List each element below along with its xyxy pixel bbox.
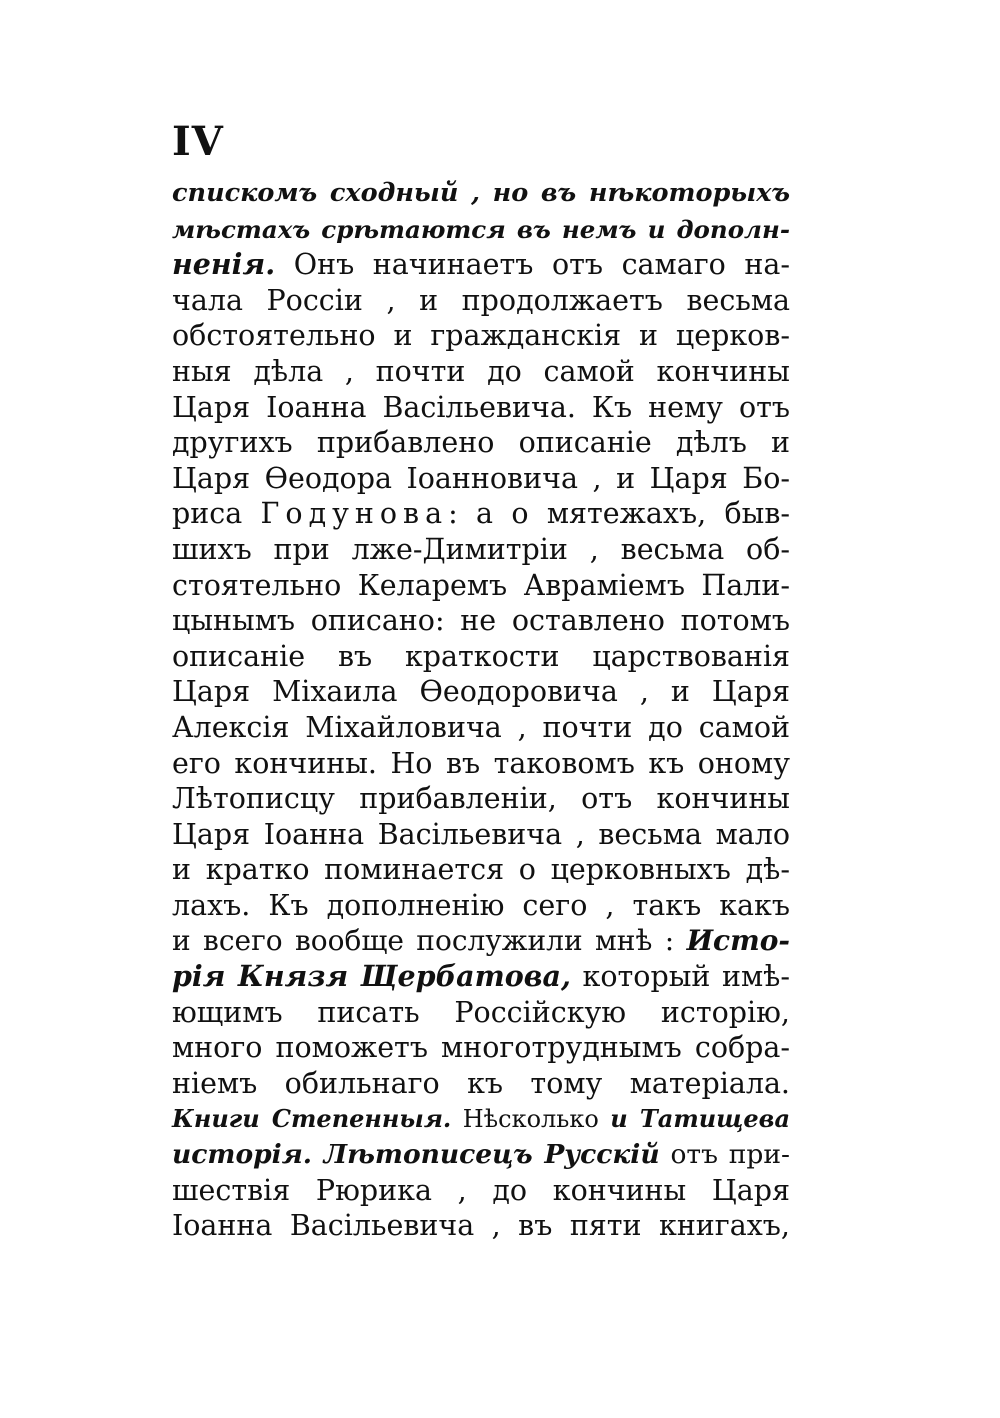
text-line bbox=[172, 639, 790, 675]
text-segment: Книги Степенныя. bbox=[172, 1104, 452, 1134]
text-segment: ныя дѣла , почти до самой кончины bbox=[172, 354, 790, 388]
text-line bbox=[172, 212, 790, 248]
text-segment: : а о мятежахъ, быв- bbox=[448, 497, 790, 531]
text-segment: ненiя. bbox=[172, 247, 276, 282]
text-line bbox=[172, 959, 790, 995]
text-line bbox=[172, 390, 790, 426]
text-line bbox=[172, 1030, 790, 1066]
text-line bbox=[172, 1101, 790, 1137]
text-segment: Царя Мiхаила Ѳеодоровича , и Царя bbox=[172, 675, 790, 709]
text-segment: Царя Iоанна Васiльевича , весьма мало bbox=[172, 817, 790, 851]
text-segment: Годунова bbox=[260, 497, 449, 531]
text-line bbox=[172, 746, 790, 782]
text-segment: отъ при- bbox=[659, 1139, 790, 1171]
text-line bbox=[172, 425, 790, 461]
text-line bbox=[172, 283, 790, 319]
text-segment: чала Россiи , и продолжаетъ весьма bbox=[172, 283, 790, 317]
text-segment: Онъ начинаетъ отъ самаго на- bbox=[275, 248, 790, 282]
text-segment: стоятельно Келаремъ Аврамiемъ Пали- bbox=[172, 568, 790, 602]
text-segment: Алексiя Мiхайловича , почти до самой bbox=[172, 710, 790, 744]
text-segment: Iоанна Васiльевича , въ пяти книгахъ, bbox=[172, 1209, 790, 1243]
text-segment: обстоятельно и гражданскiя и церков- bbox=[172, 319, 790, 353]
text-line bbox=[172, 888, 790, 924]
text-line bbox=[172, 354, 790, 390]
text-line bbox=[172, 461, 790, 497]
text-segment: шествiя Рюрика , до кончины Царя bbox=[172, 1173, 790, 1207]
text-segment: ющимъ писать Россiйскую исторiю, bbox=[172, 995, 790, 1029]
text-segment: шихъ при лже-Димитрiи , весьма об- bbox=[172, 532, 790, 566]
text-segment: который имѣ- bbox=[570, 960, 790, 994]
text-segment: риса bbox=[172, 497, 261, 531]
text-segment: его кончины. Но въ таковомъ къ оному bbox=[172, 746, 790, 780]
text-segment: много поможетъ многотруднымъ собра- bbox=[172, 1031, 790, 1065]
text-segment: и кратко поминается о церковныхъ дѣ- bbox=[172, 853, 790, 887]
text-line bbox=[172, 674, 790, 710]
text-line bbox=[172, 1208, 790, 1244]
text-line bbox=[172, 568, 790, 604]
text-line bbox=[172, 1137, 790, 1173]
text-line bbox=[172, 1173, 790, 1209]
text-line bbox=[172, 710, 790, 746]
text-segment: другихъ прибавлено описанiе дѣлъ и bbox=[172, 426, 790, 460]
text-line bbox=[172, 603, 790, 639]
text-segment: рiя Князя Щербатова, bbox=[172, 959, 571, 994]
text-line bbox=[172, 995, 790, 1031]
page-number: IV bbox=[172, 118, 224, 165]
text-segment: Царя Ѳеодора Iоанновича , и Царя Бо- bbox=[172, 461, 790, 495]
text-line bbox=[172, 176, 790, 212]
text-segment: Исто- bbox=[686, 924, 790, 958]
text-line bbox=[172, 817, 790, 853]
text-line bbox=[172, 496, 790, 532]
text-segment: и Татищева bbox=[610, 1104, 790, 1134]
text-line bbox=[172, 318, 790, 354]
text-segment: описанiе въ краткости царствованiя bbox=[172, 639, 790, 673]
text-segment: цынымъ описано: не оставлено потомъ bbox=[172, 604, 790, 638]
text-line bbox=[172, 532, 790, 568]
text-segment: Царя Iоанна Васiльевича. Къ нему отъ bbox=[172, 390, 790, 424]
text-segment: Лѣтописцу прибавленiи, отъ кончины bbox=[172, 782, 790, 816]
text-segment: Нѣсколько bbox=[451, 1105, 611, 1134]
body-text bbox=[172, 176, 790, 1244]
text-segment: исторiя. Лѣтописецъ Русскiй bbox=[172, 1139, 660, 1171]
text-line bbox=[172, 852, 790, 888]
text-segment: нiемъ обильнаго къ тому матерiала. bbox=[172, 1066, 790, 1100]
text-line bbox=[172, 923, 790, 959]
text-segment: спискомъ сходный , но въ нѣкоторыхъ bbox=[172, 178, 790, 208]
text-line bbox=[172, 781, 790, 817]
text-line bbox=[172, 247, 790, 283]
text-segment: лахъ. Къ дополненiю сего , такъ какъ bbox=[172, 888, 790, 922]
text-segment: мѣстахъ срѣтаются въ немъ и дополн- bbox=[172, 214, 790, 244]
text-line bbox=[172, 1066, 790, 1102]
text-segment: и всего вообще послужили мнѣ : bbox=[172, 924, 687, 958]
